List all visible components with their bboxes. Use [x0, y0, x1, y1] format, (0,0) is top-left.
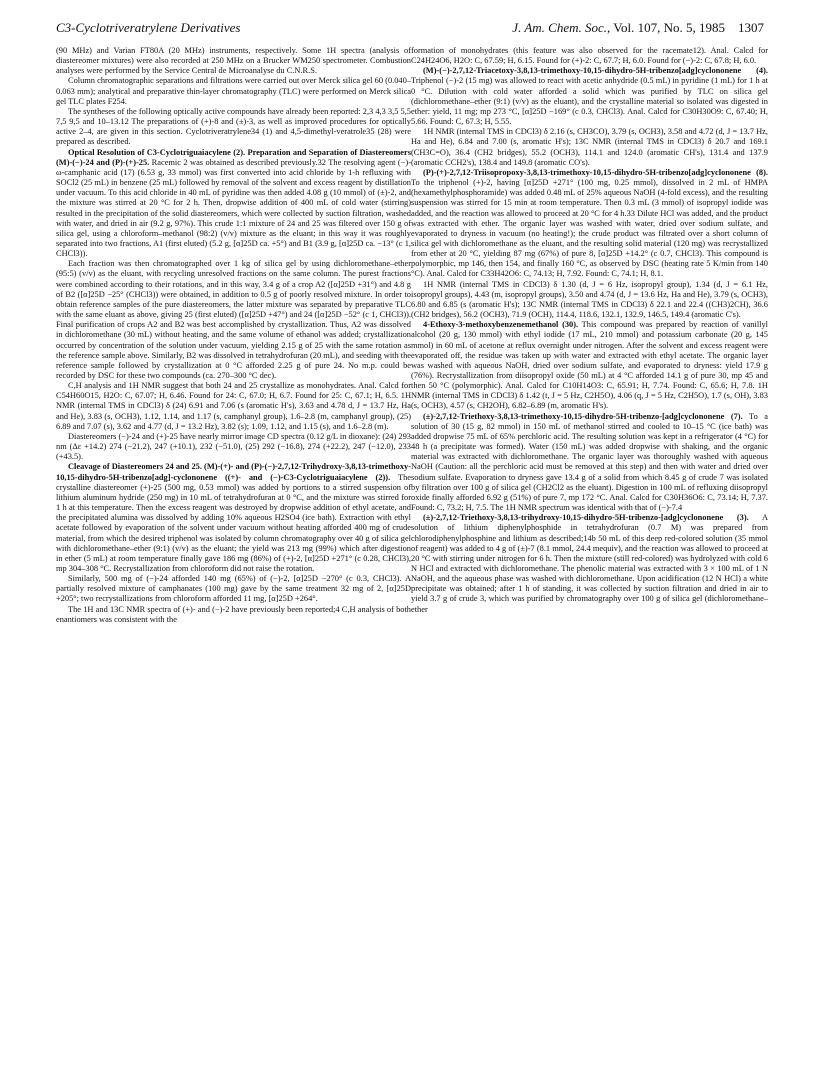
paragraph: [56, 259, 411, 381]
paragraph: [56, 432, 411, 462]
paragraph: [56, 148, 411, 260]
section-heading: Cleavage of Diastereomers 24 and 25. (M)-(+)- and (P)-(−)-2,7,12-Trihydroxy-3,8,13-trimethoxy-10,15-dihydro-5H-tribenzo[adg]-cyclononene ((+)- and (−)-C3-Cyclotriguaiacylene (2)).: [56, 462, 411, 482]
paragraph: [56, 107, 411, 148]
paragraph-text: Triphenol (−)-2 (15 mg) was allowed to react with acetic anhydride (0.5 mL) in pyridine (1 mL) for 1 h at 0 °C. Dilution with cold water afforded a solid which was purified by TLC on silica gel (dichloromethane–ether (9:1) (v/v) as the eluant), and the crystalline material so isolated was digested in ether: yield, 11 mg; mp 273 °C, [α]25D −169° (c 0.3, CHCl3). Anal. Calcd for C30H30O9: C, 67.40; H, 5.66. Found: C, 67.3; H, 5.55.: [411, 76, 768, 127]
paragraph: [411, 127, 768, 168]
paragraph-text: A solution of lithium diphenylphosphide in tetrahydrofuran (0.7 M) was prepared from chlorodiphenylphosphine and lithium as described;14b 50 mL of this deep red-colored solution (35 mmol of reagent) was added to 4 g of (±)-7 (8.1 mmol, 24.4 mequiv), and the reaction was allowed to proceed at 20 °C with stirring under nitrogen for 6 h. Then the mixture (still red-colored) was hydrolyzed with cold 6 N HCl and extracted with dichloromethane. The phenolic material was extracted with 3 × 100 mL of 1 N NaOH, and the aqueous phase was washed with dichloromethane. Upon acidification (12 N HCl) a white precipitate was obtained; after 1 h of standing, it was collected by suction filtration and dried in air to yield 3.7 g of crude 3, which was purified by chromatography over 100 g of silica gel (dichloromethane–ether: [411, 513, 768, 614]
volume-info: Vol. 107, No. 5, 1985: [613, 20, 725, 35]
section-heading: (P)-(+)-2,7,12-Triisopropoxy-3,8,13-trimethoxy-10,15-dihydro-5H-tribenzo[adg]cyclononene (8).: [423, 167, 768, 177]
paragraph: [56, 381, 411, 432]
paragraph-text: Similarly, 500 mg of (−)-24 afforded 140 mg (65%) of (−)-2, [α]25D −270° (c 0.3, CHCl3). A partially resolved mixture of camphanates (100 mg) gave by the same treatment 32 mg of 2, [α]25D +205°; two recrystallizations from chloroform afforded 11 mg, [α]25D +264°.: [56, 574, 411, 604]
paragraph-text: 1H NMR (internal TMS in CDCl3) δ 1.30 (d, J = 6 Hz, isopropyl group), 1.34 (d, J = 6.1 Hz, isopropyl groups), 4.43 (m, isopropyl groups), 3.50 and 4.74 (d, J = 13.6 Hz, Ha and He), 3.79 (s, OCH3), 6.80 and 6.85 (s (aromatic H's); 13C NMR (internal TMS in CDCl3) δ 22.1 and 22.4 ((CH3)2CH), 36.6 (CH2 bridges), 56.2 (OCH3), 71.9 (OCH), 114.4, 118.6, 132.1, 132.9, 146.5, 149.4 (aromatic C's).: [411, 279, 768, 320]
paragraph: [411, 412, 768, 514]
paragraph-text: To a solution of 30 (15 g, 82 mmol) in 150 mL of methanol stirred and cooled to 10–15 °C (ice bath) was added dropwise 75 mL of 65% perchloric acid. The resulting solution was kept in a refrigerator (4 °C) for 48 h (a precipitate was formed). Water (150 mL) was added dropwise with shaking, and the organic material was extracted with dichloromethane. The organic layer was thoroughly washed with aqueous NaOH (Caution: all the perchloric acid must be removed at this step) and then with water and dried over sodium sulfate. Evaporation to dryness gave 13.4 g of a solid from which 8.45 g of crude 7 was isolated by filtration over 100 g of silica gel (CH2Cl2 as the eluant). Digestion in 100 mL of refluxing diisopropyl oxide finally afforded 6.92 g (51%) of pure 7, mp 172 °C. Anal. Calcd for C30H36O6: C, 73.14; H, 7.37. Found: C, 73.2; H, 7.5. The 1H NMR spectrum was identical with that of (−)-7.4: [411, 411, 768, 513]
paragraph: [56, 605, 411, 625]
paragraph-text: The 1H and 13C NMR spectra of (+)- and (−)-2 have previously been reported;4 C,H analysis of both enantiomers was consistent with the: [56, 604, 411, 624]
paragraph: [411, 66, 768, 127]
paragraph-text: The syntheses of the following optically active compounds have already been reported: 2,3 4,3 3,5 5,5 7,5 9,5 and 10–13.12 The preparations of (+)-8 and (±)-3, as well as improved procedures for optically active 2–4, are given in this section. Cyclotriveratrylene34 (1) and 4,5-dimethyl-veratrole35 (28) were prepared as described.: [56, 106, 411, 147]
section-heading: 4-Ethoxy-3-methoxybenzenemethanol (30).: [423, 320, 579, 330]
paragraph: [411, 320, 768, 411]
paragraph-text: Racemic 2 was obtained as described previously.32 The resolving agent (−)-ω-camphanic acid (17) (6.53 g, 33 mmol) was first converted into acid chloride by 1-h refluxing with SOCl2 (25 mL) in benzene (25 mL) followed by removal of the solvent and excess reagent by distillation under vacuum. To this acid chloride in 40 mL of pyridine was then added 4.08 g (10 mmol) of (±)-2, and the mixture was stirred at 20 °C for 2 h. Then, dropwise addition of 400 mL of cold water (stirring) resulted in the precipitation of the solid diastereomers, which were collected by suction filtration, washed with water, and dried in air (9.2 g, 97%). This crude 1:1 mixture of 24 and 25 was filtered over 150 g of silica gel, using a chloroform–methanol (98:2) (v/v) mixture as the eluant; in this way it was roughly separated into two fractions, A1 (first eluted) (5.2 g, [α]25D ca. +5°) and B1 (3.9 g, [α]25D ca. −13° (c 1, CHCl3)).: [56, 157, 411, 259]
journal-citation: [512, 20, 764, 36]
paragraph: [56, 76, 411, 106]
paragraph: [56, 462, 411, 574]
paragraph: [411, 168, 768, 280]
paragraph-text: C,H analysis and 1H NMR suggest that both 24 and 25 crystallize as monohydrates. Anal. Calcd for C54H60O15, H2O: C, 67.07; H, 6.46. Found for 24: C, 67.0; H, 6.7. Found for 25: C, 67.1; H, 6.5. 1H NMR (internal TMS in CDCl3) δ (24) 6.91 and 7.06 (s (aromatic H's), 3.63 and 4.78 d, J = 13.7 Hz, Ha and He), 3.83 (s, OCH3), 1.12, 1.14, and 1.17 (s, camphanyl group), 1.6–2.8 (m, camphanyl group), (25) 6.89 and 7.07 (s), 3.62 and 4.77 (d, J = 13.2 Hz), 3.82 (s); 1.09, 1.12, and 1.15 (s), and 1.6–2.8 (m).: [56, 381, 411, 431]
paragraph-text: This compound was prepared by reaction of vanillyl alcohol (20 g, 130 mmol) with ethyl iodide (17 mL, 210 mmol) and potassium carbonate (20 g, 145 mmol) in 60 mL of acetone at reflux overnight under nitrogen. After the solvent and excess reagent were evaporated off, the residue was taken up with water and extracted with ethyl acetate. The organic layer was washed with aqueous NaOH, dried over sodium sulfate, and evaporated to dryness: yield 17.9 g (76%). Recrystallization from diisopropyl oxide (50 mL) at 4 °C afforded 14.1 g of pure 30, mp 45 and then 50 °C (polymorphic). Anal. Calcd for C10H14O3: C, 65.91; H, 7.74. Found: C, 65.6; H, 7.8. 1H NMR (internal TMS in CDCl3) δ 1.42 (t, J = 5 Hz, C2H5O), 4.06 (q, J = 5 Hz, C2H5O), 1.7 (s, OH), 3.83 (s, OCH3), 4.57 (s, CH2OH), 6.82–6.89 (m, aromatic H's).: [411, 320, 768, 411]
left-column: [56, 46, 411, 625]
page-number: 1307: [738, 20, 764, 35]
paragraph-text: formation of monohydrates (this feature was also observed for the racemate12). Anal. Calcd for C24H24O6, H2O: C, 67.59; H, 6.15. Found for (+)-2: C, 67.7; H, 6.0. Found for (−)-2: C, 67.8; H, 6.0.: [411, 46, 768, 66]
paragraph-text: Each fraction was then chromatographed over 1 kg of silica gel by using dichloromethane–ether (95:5) (v/v) as the eluant, with recycling unresolved fractions on the same column. The purest fractions were combined according to their rotations, and in this way, 3.4 g of a crop A2 ([α]25D +31°) and 4.8 g of B2 ([α]25D −25° (CHCl3)) were obtained, in addition to 0.5 g of poorly resolved mixture. In order to obtain reference samples of the pure diastereomers, the latter mixture was separated by preparative TLC with the same eluant as above, giving 25 (first eluted) ([α]25D +47°) and 24 ([α]25D −52° (c 1, CHCl3)). Final purification of crops A2 and B2 was best accomplished by crystallization. Thus, A2 was dissolved in dichloromethane (30 mL) without heating, and the same volume of ethanol was added; crystallization occurred by concentration of the solution under vacuum, yielding 2.15 g of 25 with the same rotation as the reference sample above. Similarly, B2 was dissolved in tetrahydrofuran (20 mL), and seeding with the reference sample followed by crystallization at 0 °C afforded 2.25 g of pure 24. No m.p. could be recorded by DSC for these two compounds (ca. 270–300 °C dec).: [56, 259, 411, 380]
section-heading: Optical Resolution of C3-Cyclotriguaiacylene (2). Preparation and Separation of Diastereomers (M)-(−)-24 and (P)-(+)-25.: [56, 147, 411, 167]
paragraph-text: Diastereomers (−)-24 and (+)-25 have nearly mirror image CD spectra (0.12 g/L in dioxane): (24) 293 nm (Δε +14.2) 274 (−21.2), 247 (+10.1), 232 (−51.0), (25) 292 (−16.8), 274 (+22.2), 247 (−12.0), 233 (+43.5).: [56, 431, 411, 462]
section-heading: (±)-2,7,12-Triethoxy-3,8,13-trimethoxy-10,15-dihydro-5H-tribenzo-[adg]cyclononene (7).: [423, 411, 743, 421]
paragraph-text: The crystalline diastereomer (+)-25 (500 mg, 0.53 mmol) was added by portions to a stirred suspension of lithium aluminum hydride (250 mg) in 10 mL of tetrahydrofuran at 0 °C, and the mixture was stirred for 1 h at this temperature. Then the excess reagent was destroyed by dropwise addition of ethyl acetate, and the precipitated alumina was dissolved by adding 10% aqueous H2SO4 (ice bath). Extraction with ethyl acetate followed by evaporation of the solvent under vacuum without heating afforded 400 mg of crude material, from which the desired triphenol was isolated by column chromatography over 40 g of silica gel with dichloromethane–ether (9:1) (v/v) as the eluant; the yield was 213 mg (99%) which after digestion in ether (5 mL) at room temperature finally gave 186 mg (86%) of (+)-2, [α]25D +271° (c 0.28, CHCl3), mp 304–308 °C. Recrystallization from chloroform did not raise the rotation.: [56, 472, 411, 573]
paragraph: [411, 280, 768, 321]
paragraph: [411, 46, 768, 66]
paragraph: [56, 46, 411, 76]
section-heading: (M)-(−)-2,7,12-Triacetoxy-3,8,13-trimethoxy-10,15-dihydro-5H-tribenzo[adg]cyclononene (4).: [423, 66, 768, 76]
journal-name: J. Am. Chem. Soc.,: [512, 20, 611, 35]
right-column: [411, 46, 768, 615]
running-title: C3-Cyclotriveratrylene Derivatives: [56, 20, 241, 35]
paragraph-text: Column chromatographic separations and filtrations were carried out over Merck silica gel 60 (0.040–0.063 mm); analytical and preparative thin-layer chromatography (TLC) were performed on Merck silica gel TLC plates F254.: [56, 76, 411, 106]
section-heading: (±)-2,7,12-Triethoxy-3,8,13-trihydroxy-10,15-dihydro-5H-tribenzo-[adg]cyclononene (3).: [423, 513, 749, 523]
paragraph: [56, 574, 411, 604]
paragraph: [411, 513, 768, 615]
paragraph-text: To the triphenol (+)-2, having [α]25D +271° (100 mg, 0.25 mmol), dissolved in 2 mL of HMPA (hexamethylphosphoramide) was added 0.48 mL of 25% aqueous NaOH (4-fold excess), and the resulting suspension was stirred for 15 min at room temperature. Then 0.3 mL (3 mmol) of isopropyl iodide was added, and the reaction was allowed to proceed at 20 °C for 4 h.33 Dilute HCl was added, and the product was extracted with ether. The organic layer was washed with water, dried over sodium sulfate, and evaporated to dryness in vacuum (no heating!); the crude product was filtrated over a short column of silica gel with dichloromethane as the eluant, and the resulting solid material (120 mg) was recrystallized from ether at 20 °C, yielding 87 mg (67%) of pure 8, [α]25D +14.2° (c 0.7, CHCl3). This compound is polymorphic, mp 146, then 154, and finally 160 °C, as observed by DSC (heating rate 5 K/min from 140 °C). Anal. Calcd for C33H42O6: C, 74.13; H, 7.92. Found: C, 74.1; H, 8.1.: [411, 178, 768, 279]
running-header: [56, 20, 764, 40]
paragraph-text: (90 MHz) and Varian FT80A (20 MHz) instruments, respectively. Some 1H spectra (analysis of diastereomer mixtures) were also recorded at 250 MHz on a Brucker WM250 spectrometer. Combustion analyses were performed by the Service Central de Microanalyse du C.N.R.S.: [56, 46, 411, 76]
paragraph-text: 1H NMR (internal TMS in CDCl3) δ 2.16 (s, CH3CO), 3.79 (s, OCH3), 3.58 and 4.72 (d, J = 13.7 Hz, Ha and He), 6.84 and 7.00 (s, aromatic H's); 13C NMR (internal TMS in CDCl3) δ 20.7 and 169.1 (CH3C=O), 36.4 (CH2 bridges), 55.2 (OCH3), 114.1 and 124.0 (aromatic CH's), 131.4 and 137.9 (aromatic CCH2's), 138.4 and 149.8 (aromatic CO's).: [411, 127, 768, 167]
